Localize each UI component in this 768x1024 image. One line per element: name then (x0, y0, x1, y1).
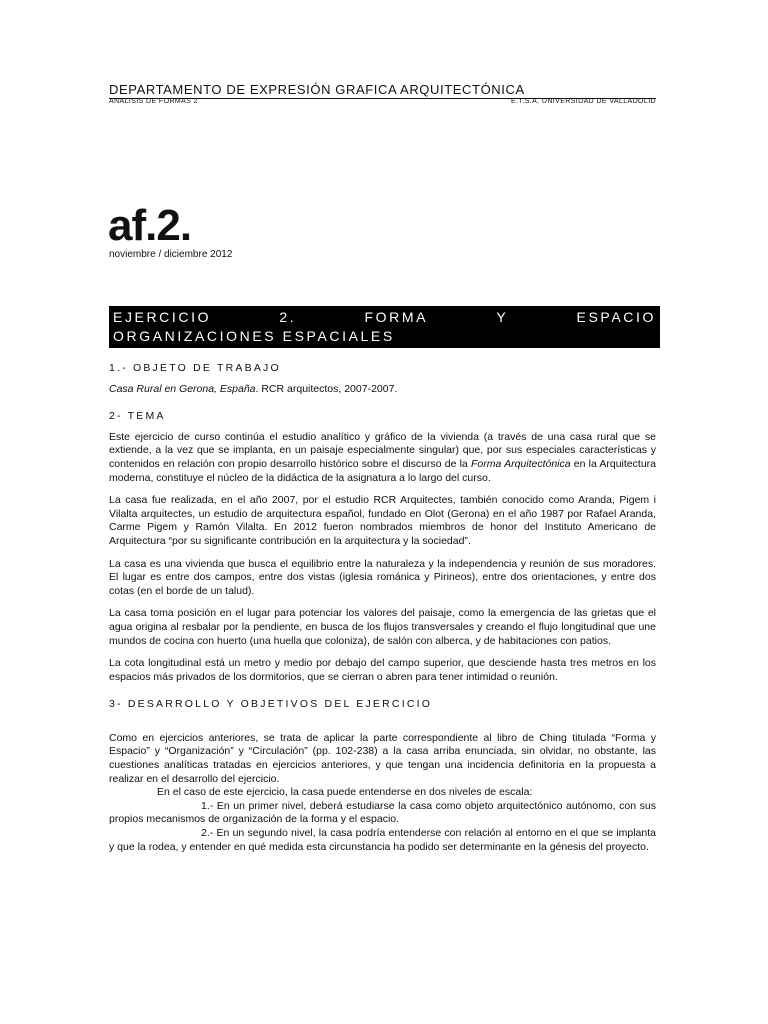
banner-word: 2. (279, 309, 297, 325)
work-title: Casa Rural en Gerona, España (109, 382, 256, 395)
paragraph: La casa toma posición en el lugar para potenciar los valores del paisaje, como la emergencia de las grietas que el agua origina al resbalar por la pendiente, en busca de los flujos transversales y creando el flujo longitudinal que une mundos de cocina con huerto (una huella que coloniza), de salón con alberca, y de habitaciones con patios. (109, 607, 656, 647)
exercise-date: noviembre / diciembre 2012 (109, 249, 233, 260)
section-heading: 1.- OBJETO DE TRABAJO (109, 362, 281, 374)
work-authors: . RCR arquitectos, 2007-2007. (255, 382, 398, 395)
paragraph: Como en ejercicios anteriores, se trata de aplicar la parte correspondiente al libro de Ching titulada “Forma y Espacio” y “Organización” y “Circulación” (pp. 102-238) a la casa arriba enunciada, sin olvidar, no obstante, las cuestiones analíticas tratadas en ejercicios anteriores, y que tengan una incidencia definitoria en la propuesta a realizar en el desarrollo del ejercicio. (109, 731, 656, 785)
exercise-banner (109, 306, 660, 348)
course-name: ANALISIS DE FORMAS 2 (109, 98, 198, 105)
banner-word: EJERCICIO (113, 309, 212, 325)
paragraph: La cota longitudinal está un metro y medio por debajo del campo superior, que desciende hasta tres metros en los espacios más privados de los dormitorios, que se cierran o abren para tener intimidad o reunión. (109, 657, 656, 683)
section-heading: 3- DESARROLLO Y OBJETIVOS DEL EJERCICIO (109, 698, 433, 711)
document-body (109, 362, 656, 854)
header-subline (109, 97, 656, 106)
banner-line-1 (113, 308, 656, 327)
paragraph: La casa fue realizada, en el año 2007, por el estudio RCR Arquitectes, también conocido como Aranda, Pigem i Vilalta arquitectes, un estudio de arquitectura español, fundado en Olot (Gerona) en el año 1987 por Rafael Aranda, Carme Pigem y Ramón Vilalta. En 2012 fueron nombrados miembros de honor del Instituto Americano de Arquitectura “por su significante contribución en la arquitectura y la sociedad”. (109, 494, 656, 547)
banner-word: Y (496, 309, 509, 325)
section-heading: 2- TEMA (109, 410, 166, 423)
paragraph-text: Este ejercicio de curso continúa el estudio analítico y gráfico de la vivienda (a través de una casa rural que se extiende, a la vez que se implanta, en un paisaje especialmente singular) que, por sus especiales características y contenidos en relación con propio desarrollo histórico sobre el discurso de la (109, 430, 656, 470)
department-title: DEPARTAMENTO DE EXPRESIÓN GRAFICA ARQUITECTÓNICA (109, 82, 656, 99)
banner-line-2: ORGANIZACIONES ESPACIALES (113, 328, 395, 344)
school-name: E.T.S.A. UNIVERSIDAD DE VALLADOLID (511, 98, 656, 105)
paragraph: La casa es una vivienda que busca el equilibrio entre la naturaleza y la independencia y reunión de sus moradores. El lugar es entre dos campos, entre dos vistas (iglesia románica y Pirineos), entre dos orientaciones, y entre dos cotas (en el borde de un talud). (109, 557, 656, 597)
paragraph-text: en la Arquitectura moderna, constituye el núcleo de la didáctica de la asignatura a lo largo del curso. (109, 457, 656, 484)
exercise-code: af.2. (108, 201, 192, 250)
banner-word: ESPACIO (576, 309, 656, 325)
paragraph-italic: Forma Arquitectónica (470, 457, 571, 470)
paragraph: 1.- En un primer nivel, deberá estudiarse la casa como objeto arquitectónico autónomo, con sus propios mecanismos de organización de la forma y el espacio. (109, 799, 656, 826)
paragraph: En el caso de este ejercicio, la casa puede entenderse en dos niveles de escala: (157, 786, 533, 799)
paragraph: 2.- En un segundo nivel, la casa podría entenderse con relación al entorno en el que se implanta y que la rodea, y entender en qué medida esta circunstancia ha podido ser determinante en la génesis del proyecto. (109, 827, 656, 853)
paragraph (109, 431, 656, 485)
banner-word: FORMA (364, 309, 429, 325)
work-reference (109, 383, 656, 397)
